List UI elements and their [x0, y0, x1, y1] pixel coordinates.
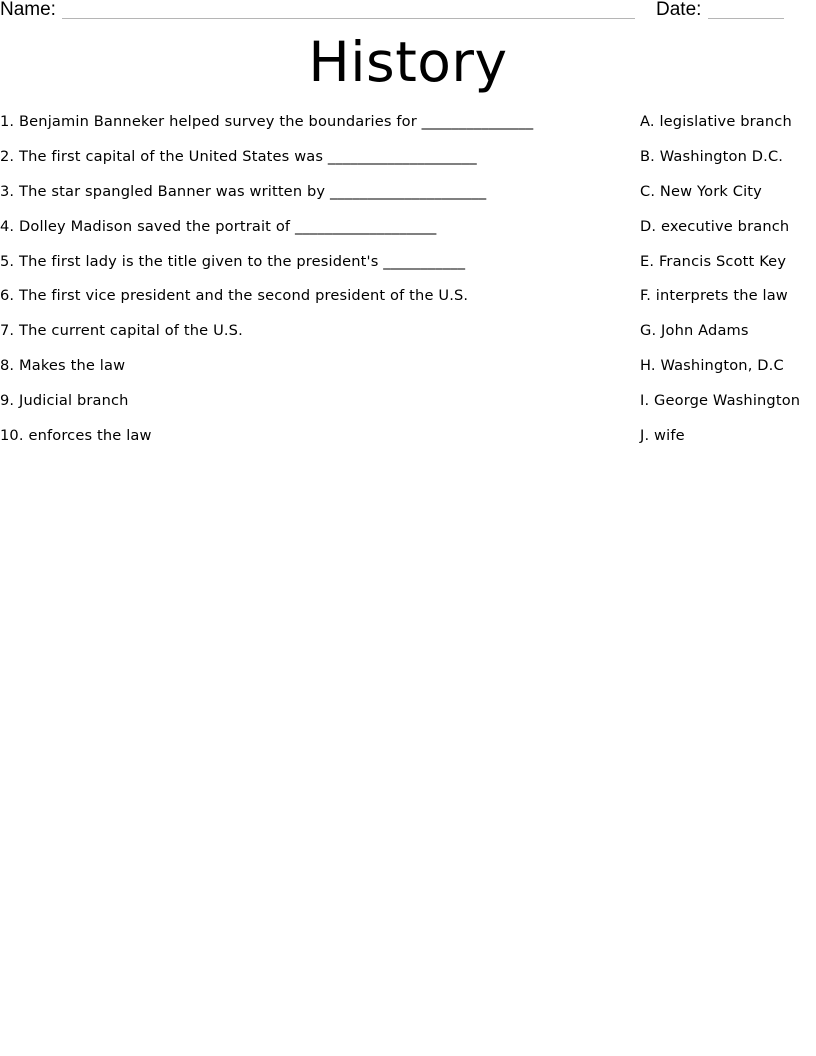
question-item: 1. Benjamin Banneker helped survey the boundaries for _______________ [0, 113, 534, 130]
question-item: 5. The first lady is the title given to the president's ___________ [0, 252, 466, 270]
answer-item: D. executive branch [640, 217, 790, 235]
question-item: 9. Judicial branch [0, 392, 129, 410]
answer-item: A. legislative branch [640, 113, 792, 130]
answer-item: E. Francis Scott Key [640, 252, 787, 270]
question-list [0, 111, 620, 460]
answer-item: I. George Washington [640, 392, 801, 410]
question-item: 10. enforces the law [0, 427, 152, 445]
name-blank-line [62, 18, 635, 19]
worksheet-header [0, 0, 816, 22]
name-label: Name: [0, 0, 56, 20]
answer-item: J. wife [640, 427, 685, 445]
question-item: 7. The current capital of the U.S. [0, 322, 243, 340]
answer-item: G. John Adams [640, 322, 749, 340]
answer-list [640, 111, 816, 460]
answer-item: H. Washington, D.C [640, 357, 784, 375]
question-item: 8. Makes the law [0, 357, 126, 375]
question-item: 2. The first capital of the United States was ____________________ [0, 147, 477, 165]
answer-item: B. Washington D.C. [640, 147, 784, 165]
answer-item: C. New York City [640, 182, 762, 200]
date-blank-line [708, 18, 784, 19]
date-label: Date: [656, 0, 702, 20]
worksheet-title: History [308, 30, 508, 94]
question-item: 3. The star spangled Banner was written by _____________________ [0, 182, 487, 200]
answer-item: F. interprets the law [640, 287, 788, 305]
question-item: 6. The first vice president and the second president of the U.S. [0, 287, 469, 305]
question-item: 4. Dolley Madison saved the portrait of ___________________ [0, 217, 437, 235]
